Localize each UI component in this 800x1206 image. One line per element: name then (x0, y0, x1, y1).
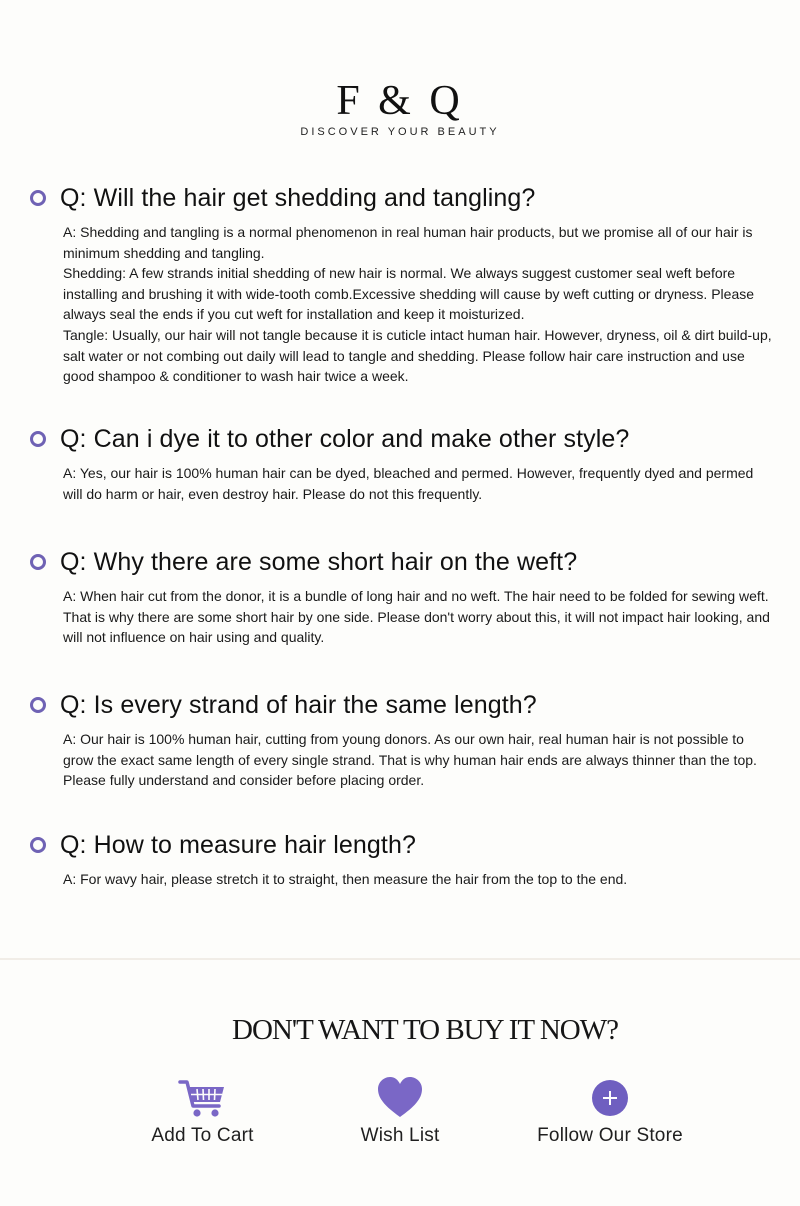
faq-answer-paragraph: Shedding: A few strands initial shedding of new hair is normal. We always suggest customer seal weft before installing and brushing it with wide-tooth comb.Excessive shedding will cause by weft cutting or dryness. Please always seal the ends if you cut weft for installation and keep it moisturized. (63, 265, 755, 323)
faq-question-row (30, 690, 770, 720)
add-to-cart-button[interactable] (130, 1076, 275, 1148)
faq-answer-paragraph: A: Yes, our hair is 100% human hair can be dyed, bleached and permed. However, frequently dyed and permed will do harm or hair, even destroy hair. Please do not this frequently. (63, 465, 754, 502)
faq-question-row (30, 830, 770, 860)
faq-question-row (30, 424, 770, 454)
faq-item (30, 690, 770, 791)
faq-answer-paragraph: A: For wavy hair, please stretch it to straight, then measure the hair from the top to the end. (63, 871, 628, 887)
faq-question-row (30, 547, 770, 577)
faq-question: Q: Is every strand of hair the same length? (60, 691, 537, 719)
faq-answer-paragraph: A: Shedding and tangling is a normal phenomenon in real human hair products, but we promise all of our hair is minimum shedding and tangling. (63, 224, 753, 261)
faq-answer (63, 869, 773, 890)
faq-item (30, 830, 770, 890)
cta-title: DON'T WANT TO BUY IT NOW? (232, 1014, 618, 1046)
faq-item (30, 183, 770, 387)
faq-question: Q: Why there are some short hair on the weft? (60, 548, 578, 576)
follow-store-label: Follow Our Store (537, 1125, 683, 1146)
faq-answer (63, 463, 773, 504)
follow-store-button[interactable] (525, 1076, 695, 1148)
faq-answer-paragraph: A: When hair cut from the donor, it is a bundle of long hair and no weft. The hair need to be folded for sewing weft. That is why there are some short hair by one side. Please don't worry about this, it will not impact hair looking, and will not influence on hair using and quality. (63, 588, 770, 646)
circle-bullet-icon (30, 837, 46, 853)
circle-bullet-icon (30, 431, 46, 447)
plus-circle-icon (525, 1076, 695, 1120)
faq-answer (63, 586, 773, 648)
faq-question: Q: Will the hair get shedding and tangling? (60, 184, 536, 212)
brand-header (0, 78, 800, 138)
faq-answer-paragraph: Tangle: Usually, our hair will not tangle because it is cuticle intact human hair. However, dryness, oil & dirt build-up, salt water or not combing out daily will lead to tangle and shedding. Please follow hair care instruction and use good shampoo & conditioner to wash hair twice a week. (63, 326, 772, 385)
wish-list-button[interactable] (345, 1076, 455, 1148)
brand-logo: F & Q (336, 78, 464, 124)
faq-question: Q: Can i dye it to other color and make other style? (60, 425, 630, 453)
wish-list-label: Wish List (360, 1125, 440, 1146)
circle-bullet-icon (30, 697, 46, 713)
circle-bullet-icon (30, 190, 46, 206)
faq-item (30, 547, 770, 648)
circle-bullet-icon (30, 554, 46, 570)
faq-item (30, 424, 770, 504)
faq-question: Q: How to measure hair length? (60, 831, 416, 859)
heart-icon (345, 1076, 455, 1120)
cart-icon (130, 1076, 275, 1120)
faq-answer (63, 729, 773, 791)
add-to-cart-label: Add To Cart (151, 1125, 254, 1146)
faq-answer-paragraph: A: Our hair is 100% human hair, cutting from young donors. As our own hair, real human hair is not possible to grow the exact same length of every single strand. That is why human hair ends are always thinner than the top. Please fully understand and consider before placing order. (63, 731, 757, 789)
section-divider (0, 958, 800, 960)
faq-answer (63, 222, 773, 387)
faq-question-row (30, 183, 770, 213)
brand-tagline: DISCOVER YOUR BEAUTY (300, 126, 500, 138)
